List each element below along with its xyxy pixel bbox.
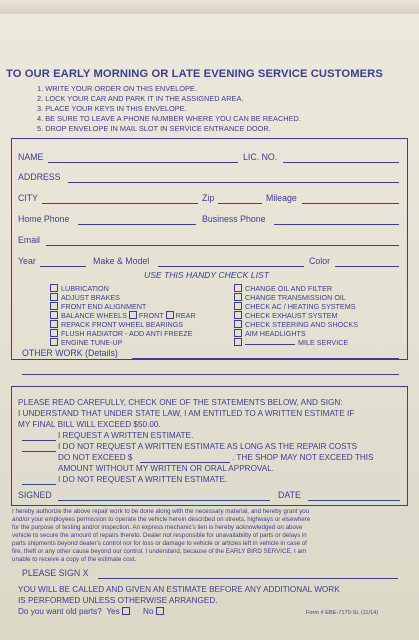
make-model-label: Make & Model <box>93 256 150 266</box>
authorization-line7: unable to receive a copy of the estimate cost. <box>12 556 137 563</box>
checkbox[interactable] <box>50 320 58 328</box>
signature-field[interactable] <box>58 500 270 501</box>
mile-service-field[interactable] <box>245 344 295 345</box>
option2-text-d: AMOUNT WITHOUT MY WRITTEN OR ORAL APPROVAL. <box>58 464 275 473</box>
checkbox[interactable] <box>234 338 242 346</box>
checkbox[interactable] <box>50 302 58 310</box>
address-label: ADDRESS <box>18 172 61 182</box>
check-lubrication[interactable]: LUBRICATION <box>50 284 109 293</box>
instruction-3: 3. PLACE YOUR KEYS IN THIS ENVELOPE. <box>37 104 187 113</box>
instruction-2: 2. LOCK YOUR CAR AND PARK IT IN THE ASSIGNED AREA. <box>37 94 244 103</box>
footer-line1: YOU WILL BE CALLED AND GIVEN AN ESTIMATE BEFORE ANY ADDITIONAL WORK <box>18 585 340 594</box>
checkbox[interactable] <box>234 320 242 328</box>
check-exhaust[interactable]: CHECK EXHAUST SYSTEM <box>234 311 338 320</box>
instruction-1: 1. WRITE YOUR ORDER ON THIS ENVELOPE. <box>37 84 197 93</box>
checkbox[interactable] <box>234 293 242 301</box>
footer-line2: IS PERFORMED UNLESS OTHERWISE ARRANGED. <box>18 596 218 605</box>
authorization-line2: and/or your employees permission to operate the vehicle herein described on streets, highways or elsewhere <box>12 516 311 523</box>
address-field[interactable] <box>68 182 399 183</box>
option1-check-line[interactable] <box>22 440 56 441</box>
yes-checkbox[interactable] <box>122 607 130 615</box>
authorization-line5: parts shipments beyond dealer's control nor for loss or damage to vehicle or articles left in vehicle in case of <box>12 540 307 547</box>
check-change-oil[interactable]: CHANGE OIL AND FILTER <box>234 284 332 293</box>
email-field[interactable] <box>46 245 399 246</box>
instruction-4: 4. BE SURE TO LEAVE A PHONE NUMBER WHERE YOU CAN BE REACHED. <box>37 114 301 123</box>
color-field[interactable] <box>335 266 399 267</box>
home-phone-label: Home Phone <box>18 214 70 224</box>
date-label: DATE <box>278 490 301 500</box>
envelope-flap <box>0 0 419 14</box>
authorization-line6: fire, theft or any other cause beyond our control. I understand, because of the EARLY BIRD SERVICE, I am <box>12 548 307 555</box>
other-work-label: OTHER WORK (Details) <box>22 348 118 358</box>
checkbox-front[interactable] <box>129 311 137 319</box>
option3-check-line[interactable] <box>22 484 56 485</box>
business-phone-label: Business Phone <box>202 214 266 224</box>
check-balance-wheels[interactable]: BALANCE WHEELS FRONT REAR <box>50 311 196 320</box>
authorization-line4: vehicle to secure the amount of repairs thereto. Dealer not responsible for unavailability of parts or delays in <box>12 532 307 539</box>
old-parts-question: Do you want old parts? Yes No <box>18 607 166 616</box>
email-label: Email <box>18 235 40 245</box>
signed-label: SIGNED <box>18 490 52 500</box>
checkbox[interactable] <box>234 311 242 319</box>
mileage-label: Mileage <box>266 193 297 203</box>
heading: TO OUR EARLY MORNING OR LATE EVENING SERVICE CUSTOMERS <box>6 68 383 80</box>
year-field[interactable] <box>40 266 86 267</box>
other-work-field-1[interactable] <box>132 358 399 359</box>
lic-no-label: LIC. NO. <box>243 152 278 162</box>
make-model-field[interactable] <box>158 266 304 267</box>
checklist-title: USE THIS HANDY CHECK LIST <box>144 270 269 280</box>
authorization-line3: for the purpose of testing and/or inspection. An express mechanic's lien is hereby acknowledged on above <box>12 524 303 531</box>
name-field[interactable] <box>48 162 238 163</box>
checkbox[interactable] <box>50 284 58 292</box>
statement-line1: PLEASE READ CAREFULLY, CHECK ONE OF THE STATEMENTS BELOW, AND SIGN: <box>18 398 343 407</box>
option2-text-b: DO NOT EXCEED $ <box>58 453 133 462</box>
zip-label: Zip <box>202 193 215 203</box>
checkbox[interactable] <box>50 311 58 319</box>
authorization-line1: I hereby authorize the above repair work to be done along with the necessary material, and hereby grant you <box>12 508 310 515</box>
check-front-end-alignment[interactable]: FRONT END ALIGNMENT <box>50 302 146 311</box>
form-id: Form # EBE-7170-SL (11/14) <box>306 610 379 616</box>
check-ac-heating[interactable]: CHECK AC / HEATING SYSTEMS <box>234 302 356 311</box>
zip-field[interactable] <box>218 203 262 204</box>
checkbox[interactable] <box>50 329 58 337</box>
check-mile-service[interactable]: MILE SERVICE <box>234 338 348 347</box>
city-field[interactable] <box>42 203 198 204</box>
check-aim-headlights[interactable]: AIM HEADLIGHTS <box>234 329 306 338</box>
name-label: NAME <box>18 152 44 162</box>
option1-text: I REQUEST A WRITTEN ESTIMATE. <box>58 431 194 440</box>
please-sign-field[interactable] <box>98 578 398 579</box>
check-steering-shocks[interactable]: CHECK STEERING AND SHOCKS <box>234 320 358 329</box>
checkbox[interactable] <box>234 329 242 337</box>
instruction-5: 5. DROP ENVELOPE IN MAIL SLOT IN SERVICE ENTRANCE DOOR. <box>37 124 271 133</box>
checkbox[interactable] <box>234 284 242 292</box>
check-engine-tune-up[interactable]: ENGINE TUNE-UP <box>50 338 122 347</box>
option3-text: I DO NOT REQUEST A WRITTEN ESTIMATE. <box>58 475 228 484</box>
no-checkbox[interactable] <box>156 607 164 615</box>
color-label: Color <box>309 256 331 266</box>
check-adjust-brakes[interactable]: ADJUST BRAKES <box>50 293 120 302</box>
option2-text-c: . THE SHOP MAY NOT EXCEED THIS <box>232 453 374 462</box>
mileage-field[interactable] <box>302 203 399 204</box>
statement-line3: MY FINAL BILL WILL EXCEED $50.00. <box>18 420 161 429</box>
option2-text-a: I DO NOT REQUEST A WRITTEN ESTIMATE AS LONG AS THE REPAIR COSTS <box>58 442 358 451</box>
statement-line2: I UNDERSTAND THAT UNDER STATE LAW, I AM ENTITLED TO A WRITTEN ESTIMATE IF <box>18 409 355 418</box>
checkbox[interactable] <box>50 293 58 301</box>
checkbox[interactable] <box>234 302 242 310</box>
check-repack-bearings[interactable]: REPACK FRONT WHEEL BEARINGS <box>50 320 183 329</box>
home-phone-field[interactable] <box>78 224 196 225</box>
option2-check-line[interactable] <box>22 451 56 452</box>
checkbox-rear[interactable] <box>166 311 174 319</box>
check-transmission-oil[interactable]: CHANGE TRANSMISSION OIL <box>234 293 346 302</box>
checkbox[interactable] <box>50 338 58 346</box>
business-phone-field[interactable] <box>274 224 399 225</box>
year-label: Year <box>18 256 36 266</box>
amount-field[interactable] <box>140 462 230 463</box>
lic-no-field[interactable] <box>283 162 399 163</box>
please-sign-label: PLEASE SIGN X <box>22 568 89 578</box>
other-work-field-2[interactable] <box>22 374 399 375</box>
check-flush-radiator[interactable]: FLUSH RADIATOR - ADD ANTI FREEZE <box>50 329 193 338</box>
city-label: CITY <box>18 193 39 203</box>
date-field[interactable] <box>308 500 400 501</box>
